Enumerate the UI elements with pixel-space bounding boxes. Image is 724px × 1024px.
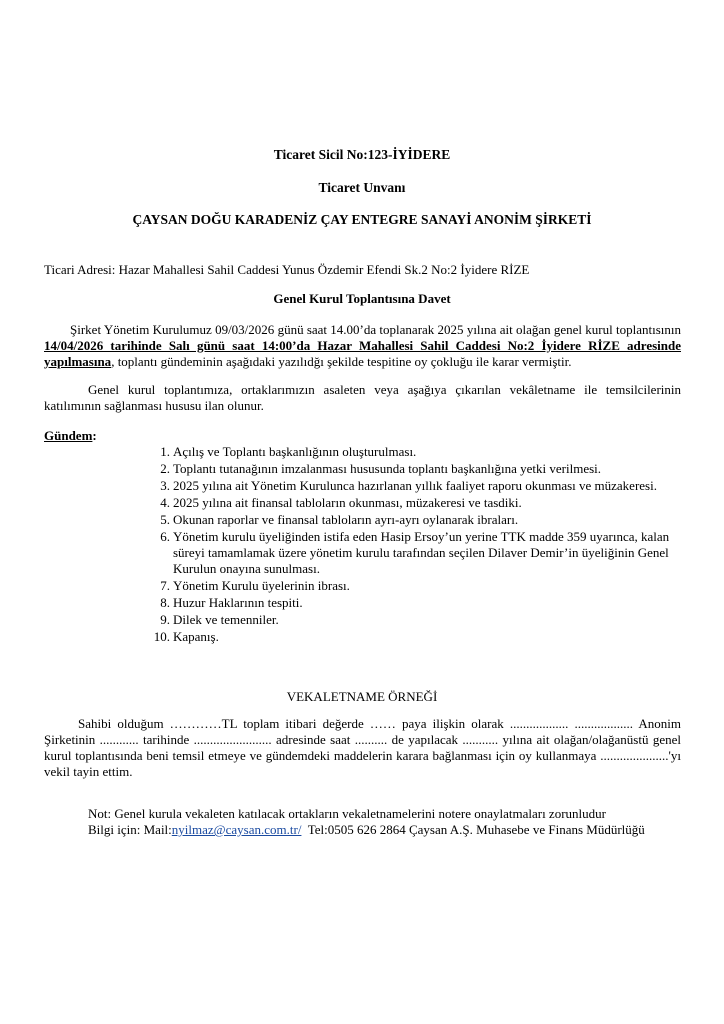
agenda-item-number: 4.	[160, 495, 170, 510]
agenda-item-text: Okunan raporlar ve finansal tabloların ayrı-ayrı oylanarak ibraları.	[173, 512, 519, 527]
agenda-item	[150, 612, 690, 628]
agenda-item-number: 3.	[160, 478, 170, 493]
email-link[interactable]: nyilmaz@caysan.com.tr/	[171, 822, 302, 837]
agenda-item-text: Yönetim kurulu üyeliğinden istifa eden Hasip Ersoy’un yerine TTK madde 359 uyarınca, kalan süreyi tamamlamak üzere yönetim kurulu tarafından seçilen Dilaver Demir’in üyeliğinin Genel Kurulun onayına sunulması.	[173, 529, 670, 576]
agenda-item-number: 5.	[160, 512, 170, 527]
agenda-item-text: Dilek ve temenniler.	[173, 612, 279, 627]
trade-name-label: Ticaret Unvanı	[318, 180, 406, 195]
agenda-heading	[44, 428, 681, 444]
meeting-date-location: 14/04/2026 tarihinde Salı günü saat 14:00’da Hazar Mahallesi Sahil Caddesi No:2 İyidere RİZE adresinde yapılmasına	[44, 338, 681, 369]
invitation-text-start: Şirket Yönetim Kurulumuz 09/03/2026 günü saat 14.00’da toplanarak 2025 yılına ait olağan genel kurul toplantısının	[70, 322, 681, 337]
registry-number: Ticaret Sicil No:123-İYİDERE	[273, 147, 451, 162]
announcement-paragraph: Genel kurul toplantımıza, ortaklarımızın asaleten veya aşağıya çıkarılan vekâletname ile temsilcilerinin katılımının sağlanması hususu ilan olunur.	[44, 382, 681, 413]
agenda-item	[150, 512, 690, 528]
agenda-item	[150, 629, 690, 645]
agenda-item-number: 2.	[160, 461, 170, 476]
agenda-item-text: 2025 yılına ait finansal tabloların okunması, müzakeresi ve tasdiki.	[173, 495, 522, 510]
info-label: Bilgi için: Mail:	[88, 822, 172, 837]
agenda-item	[150, 595, 690, 611]
agenda-item-text: Huzur Haklarının tespiti.	[173, 595, 303, 610]
agenda-colon: :	[92, 428, 97, 443]
agenda-item	[150, 529, 690, 577]
agenda-item-number: 1.	[160, 444, 170, 459]
agenda-item-number: 10.	[153, 629, 170, 644]
proxy-paragraph: Sahibi olduğum …………TL toplam itibari değerde …… paya ilişkin olarak .................. .................. Anonim Şirketinin ............ tarihinde ........................ adresinde saat .......... de yapılacak ........... yılına ait olağan/olağanüstü genel kurul toplantısında beni temsil etmeye ve gündemdeki maddelerin karara bağlanması için oy kullanmaya .....................'yı vekil tayin ettim.	[44, 716, 681, 779]
agenda-item	[150, 444, 690, 460]
contact-info: Tel:0505 626 2864 Çaysan A.Ş. Muhasebe ve Finans Müdürlüğü	[301, 822, 645, 837]
company-name: ÇAYSAN DOĞU KARADENİZ ÇAY ENTEGRE SANAYİ ANONİM ŞİRKETİ	[132, 212, 592, 227]
agenda-item	[150, 495, 690, 511]
agenda-item-number: 6.	[160, 529, 170, 544]
agenda-item-text: Toplantı tutanağının imzalanması hususunda toplantı başkanlığına yetki verilmesi.	[173, 461, 602, 476]
agenda-item	[150, 461, 690, 477]
invitation-title: Genel Kurul Toplantısına Davet	[273, 291, 451, 306]
agenda-label: Gündem	[44, 428, 93, 443]
agenda-item-text: Yönetim Kurulu üyelerinin ibrası.	[173, 578, 350, 593]
invitation-text-end: , toplantı gündeminin aşağıdaki yazılıdğı şekilde tespitine oy çokluğu ile karar vermiştir.	[111, 354, 572, 369]
footer-contact	[88, 822, 718, 838]
invitation-paragraph	[44, 322, 681, 370]
proxy-title: VEKALETNAME ÖRNEĞİ	[286, 689, 438, 704]
company-address: Ticari Adresi: Hazar Mahallesi Sahil Caddesi Yunus Özdemir Efendi Sk.2 No:2 İyidere RİZE	[44, 262, 530, 277]
agenda-list	[150, 444, 690, 646]
agenda-item-text: Açılış ve Toplantı başkanlığının oluşturulması.	[173, 444, 417, 459]
agenda-item-number: 8.	[160, 595, 170, 610]
agenda-item	[150, 578, 690, 594]
agenda-item-number: 7.	[160, 578, 170, 593]
footer-note: Not: Genel kurula vekaleten katılacak ortakların vekaletnamelerini notere onaylatmaları zorunludur	[88, 806, 606, 821]
agenda-item-text: 2025 yılına ait Yönetim Kurulunca hazırlanan yıllık faaliyet raporu okunması ve müzakeresi.	[173, 478, 657, 493]
agenda-item-text: Kapanış.	[173, 629, 219, 644]
agenda-item-number: 9.	[160, 612, 170, 627]
agenda-item	[150, 478, 690, 494]
